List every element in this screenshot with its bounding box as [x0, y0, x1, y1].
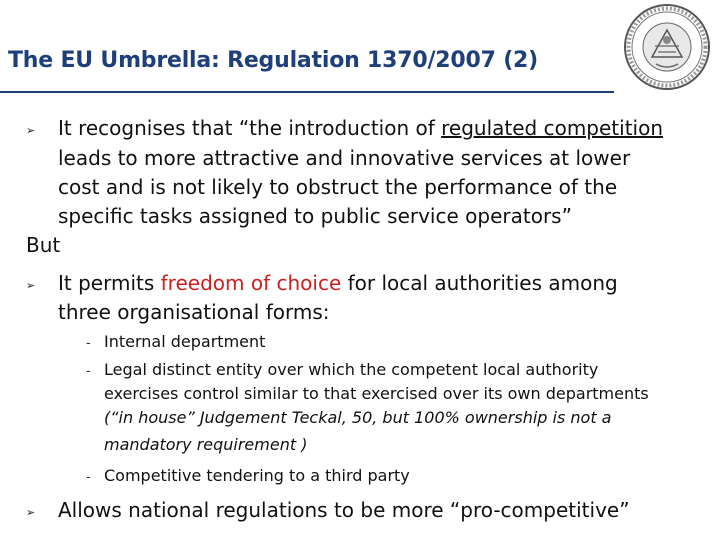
- bullet-2-line-2: three organisational forms:: [58, 300, 330, 324]
- arrow-bullet-icon: ➢: [26, 279, 36, 292]
- arrow-bullet-icon: ➢: [26, 506, 36, 519]
- freedom-of-choice-text: freedom of choice: [160, 271, 342, 295]
- dash-bullet-icon: -: [86, 336, 91, 351]
- subitem-2-line-4: mandatory requirement ): [104, 435, 308, 454]
- bullet-2-suffix: for local authorities among: [341, 271, 618, 295]
- dash-bullet-icon: -: [86, 364, 91, 379]
- regulated-competition-text: regulated competition: [441, 116, 664, 140]
- bullet-1-line-4: specific tasks assigned to public service operators”: [58, 204, 572, 228]
- subitem-1: Internal department: [104, 332, 266, 351]
- subitem-3: Competitive tendering to a third party: [104, 466, 410, 485]
- bullet-1-line-2: leads to more attractive and innovative services at lower: [58, 146, 631, 170]
- subitem-2-line-2: exercises control similar to that exercised over its own departments: [104, 384, 649, 403]
- subitem-2-line-1: Legal distinct entity over which the competent local authority: [104, 360, 599, 379]
- bullet-3: Allows national regulations to be more “pro-competitive”: [58, 498, 630, 522]
- bullet-1-prefix: It recognises that “the introduction of: [58, 116, 442, 140]
- bullet-1-line-1: [58, 116, 663, 140]
- subitem-2-line-3: (“in house” Judgement Teckal, 50, but 100% ownership is not a: [104, 408, 612, 427]
- dash-bullet-icon: -: [86, 470, 91, 485]
- bullet-1-line-3: cost and is not likely to obstruct the performance of the: [58, 175, 618, 199]
- but-text: But: [26, 233, 61, 257]
- bullet-2-prefix: It permits: [58, 271, 161, 295]
- arrow-bullet-icon: ➢: [26, 124, 36, 137]
- bullet-2-line-1: [58, 271, 618, 295]
- slide-title: The EU Umbrella: Regulation 1370/2007 (2): [8, 48, 539, 73]
